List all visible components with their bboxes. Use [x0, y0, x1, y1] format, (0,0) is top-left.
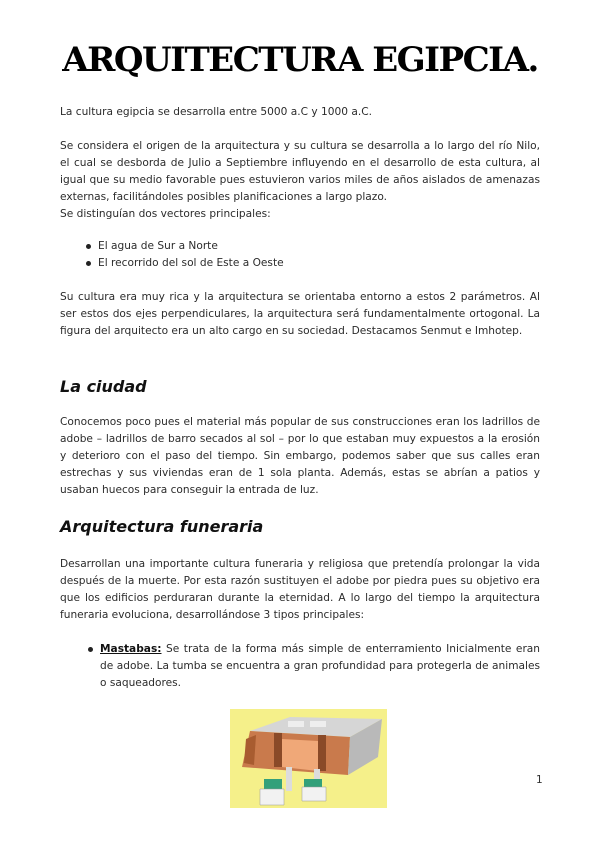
- intro-paragraph-culture: Su cultura era muy rica y la arquitectura se orientaba entorno a estos 2 parámetros. Al ser estos dos ejes perpendiculares, la arquitectura será fundamentalmente ortogonal. La figura del arquitecto era un alto cargo en su sociedad. Destacamos Senmut e Imhotep.: [60, 291, 540, 337]
- list-item: El agua de Sur a Norte: [60, 238, 540, 255]
- intro-paragraph-dates: La cultura egipcia se desarrolla entre 5000 a.C y 1000 a.C.: [60, 106, 372, 118]
- list-item: El recorrido del sol de Este a Oeste: [60, 255, 540, 272]
- funeraria-paragraph: Desarrollan una importante cultura funeraria y religiosa que pretendía prolongar la vida después de la muerte. Por esta razón sustituyen el adobe por piedra pues su objetivo era que los edificios perduraran durante la eternidad. A lo largo del tiempo la arquitectura funeraria evoluciona, desarrollándose 3 tipos principales:: [60, 558, 540, 621]
- funeraria-types-list: [88, 641, 540, 692]
- list-item-mastabas: [88, 641, 540, 692]
- mastaba-cross-section-icon: [230, 709, 387, 808]
- mastabas-label: Mastabas:: [100, 643, 162, 655]
- vectors-list: [60, 238, 540, 272]
- intro-paragraph-origin: Se considera el origen de la arquitectura y su cultura se desarrolla a lo largo del río Nilo, el cual se desborda de Julio a Septiembre influyendo en el desarrollo de esta cultura, al igual que su medio favorable pues estuvieron varios miles de años aislados de amenazas externas, facilitándoles posibles planificaciones a largo plazo.: [60, 140, 540, 203]
- page-number: 1: [536, 774, 543, 786]
- heading-la-ciudad: La ciudad: [60, 377, 147, 396]
- heading-arquitectura-funeraria: Arquitectura funeraria: [60, 517, 264, 536]
- ciudad-paragraph: Conocemos poco pues el material más popular de sus construcciones eran los ladrillos de adobe – ladrillos de barro secados al sol – por lo que estaban muy expuestos a la erosión y deterioro con el paso del tiempo. Sin embargo, podemos saber que sus calles eran estrechas y sus viviendas eran de 1 sola planta. Además, estas se abrían a patios y usaban huecos para conseguir la entrada de luz.: [60, 416, 540, 496]
- mastaba-illustration: [230, 709, 387, 808]
- intro-paragraph-vectors: Se distinguían dos vectores principales:: [60, 208, 271, 220]
- mastabas-description: Se trata de la forma más simple de enterramiento Inicialmente eran de adobe. La tumba se encuentra a gran profundidad para protegerla de animales o saqueadores.: [100, 643, 541, 689]
- page-title: ARQUITECTURA EGIPCIA.: [62, 40, 538, 80]
